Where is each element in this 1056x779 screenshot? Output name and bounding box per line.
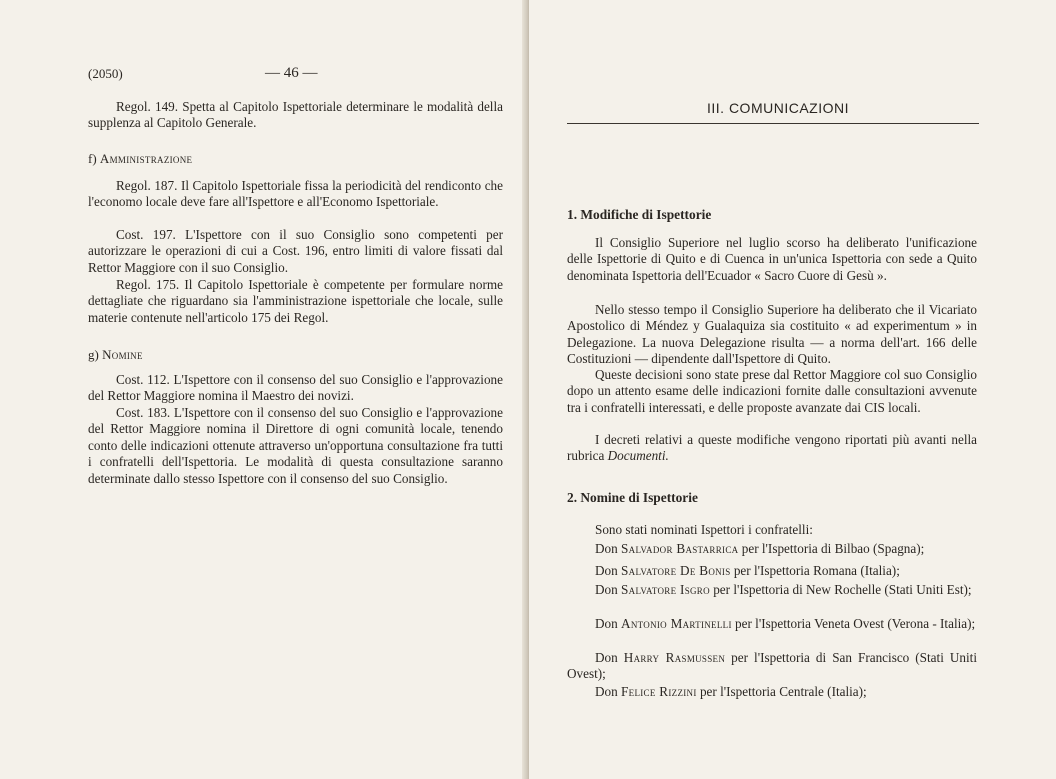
nomination-item xyxy=(567,650,977,683)
nomination-province: per l'Ispettoria Veneta Ovest (Verona - Italia); xyxy=(731,616,976,631)
section-g-heading xyxy=(88,347,143,363)
title-rule xyxy=(567,123,979,124)
paragraph-cost-112: Cost. 112. L'Ispettore con il consenso del suo Consiglio e l'approvazione del Rettor Maggiore nomina il Maestro dei novizi. xyxy=(88,372,503,404)
nominee-last-name: Rasmussen xyxy=(665,650,726,665)
document-code: (2050) xyxy=(88,66,123,81)
paragraph-regol-187: Regol. 187. Il Capitolo Ispettoriale fissa la periodicità del rendiconto che l'economo locale deve fare all'Ispettore e all'Economo Ispettoriale. xyxy=(88,178,503,210)
heading-modifiche: 1. Modifiche di Ispettorie xyxy=(567,207,712,222)
nominee-last-name: Isgro xyxy=(680,582,710,597)
heading-nomine: 2. Nomine di Ispettorie xyxy=(567,490,698,505)
nominee-first-name: Antonio xyxy=(621,616,671,631)
paragraph-decreti xyxy=(567,432,977,465)
nomination-title: Don xyxy=(595,582,622,597)
nomination-item xyxy=(567,563,977,579)
nomination-title: Don xyxy=(595,650,624,665)
nominee-first-name: Salvatore xyxy=(621,582,680,597)
nomination-province: per l'Ispettoria Centrale (Italia); xyxy=(696,684,867,699)
documenti-link-text: Documenti. xyxy=(607,448,669,464)
nominee-last-name: Bastarrica xyxy=(676,541,739,556)
nomination-item xyxy=(567,684,977,700)
nomination-title: Don xyxy=(595,563,622,578)
section-f-heading xyxy=(88,151,192,167)
nomination-province: per l'Ispettoria di San Francisco (Stati Uniti Ovest); xyxy=(567,650,978,682)
nomination-title: Don xyxy=(595,684,622,699)
nomination-province: per l'Ispettoria di Bilbao (Spagna); xyxy=(738,541,925,556)
nomine-intro: Sono stati nominati Ispettori i confratelli: xyxy=(595,522,813,537)
nomination-title: Don xyxy=(595,616,622,631)
paragraph-vicariato: Nello stesso tempo il Consiglio Superiore ha deliberato che il Vicariato Apostolico di Méndez y Gualaquiza sia costituito « ad experimentum » in Delegazione. La nuova Delegazione risulta — a norma dell'art. 166 delle Costituzioni — dipendente dall'Ispettore di Quito. xyxy=(567,302,977,367)
paragraph-unificazione: Il Consiglio Superiore nel luglio scorso ha deliberato l'unificazione delle Ispettorie di Quito e di Cuenca in un'unica Ispettoria con sede a Quito denominata Ispettoria dell'Ecuador « Sacro Cuore di Gesù ». xyxy=(567,235,977,283)
paragraph-cost-197: Cost. 197. L'Ispettore con il suo Consiglio sono competenti per autorizzare le operazioni di cui a Cost. 196, entro limiti di valore fissati dal Rettor Maggiore con il suo Consiglio. xyxy=(88,227,503,275)
decreti-text: I decreti relativi a queste modifiche vengono riportati più avanti nella rubrica xyxy=(567,432,977,464)
right-page xyxy=(529,0,1056,779)
nomination-title: Don xyxy=(595,541,622,556)
nominee-last-name: Rizzini xyxy=(659,684,697,699)
left-page xyxy=(0,0,527,779)
page-number: — 46 — xyxy=(265,65,318,81)
section-f-title: Amministrazione xyxy=(99,151,193,166)
nomination-item xyxy=(567,582,977,598)
paragraph-regol-149: Regol. 149. Spetta al Capitolo Ispettoriale determinare le modalità della supplenza al Capitolo Generale. xyxy=(88,99,503,131)
nominee-first-name: Salvatore xyxy=(621,563,680,578)
nominee-first-name: Felice xyxy=(621,684,660,699)
nominee-last-name: De Bonis xyxy=(680,563,731,578)
nominee-first-name: Harry xyxy=(623,650,666,665)
paragraph-cost-183: Cost. 183. L'Ispettore con il consenso del suo Consiglio e l'approvazione del Rettor Maggiore nomina il Direttore di ogni comunità locale, tenendo conto delle indicazioni ottenute attraverso un'opportuna consultazione fra tutti i confratelli dell'Ispettoria. Le modalità di questa consultazione saranno determinate dallo stesso Ispettore con il consenso del suo Consiglio. xyxy=(88,405,503,486)
nomination-province: per l'Ispettoria Romana (Italia); xyxy=(730,563,900,578)
nomination-item xyxy=(567,541,977,557)
section-title: III. COMUNICAZIONI xyxy=(707,100,849,116)
paragraph-regol-175: Regol. 175. Il Capitolo Ispettoriale è competente per formulare norme dettagliate che riguardano sia l'amministrazione ispettoriale che locale, sulle materie contenute nell'articolo 175 dei Regol. xyxy=(88,277,503,325)
section-g-letter: g) xyxy=(88,347,99,362)
nomination-province: per l'Ispettoria di New Rochelle (Stati Uniti Est); xyxy=(709,582,972,597)
nominee-first-name: Salvador xyxy=(621,541,677,556)
paragraph-decisioni: Queste decisioni sono state prese dal Rettor Maggiore col suo Consiglio dopo un attento esame delle indicazioni fornite dalle consultazioni avvenute tra i confratelli interessati, e delle proposte avanzate dai CIS locali. xyxy=(567,367,977,415)
nomination-item xyxy=(567,616,977,632)
section-g-title: Nomine xyxy=(102,347,143,362)
nominee-last-name: Martinelli xyxy=(670,616,732,631)
section-f-letter: f) xyxy=(88,151,97,166)
